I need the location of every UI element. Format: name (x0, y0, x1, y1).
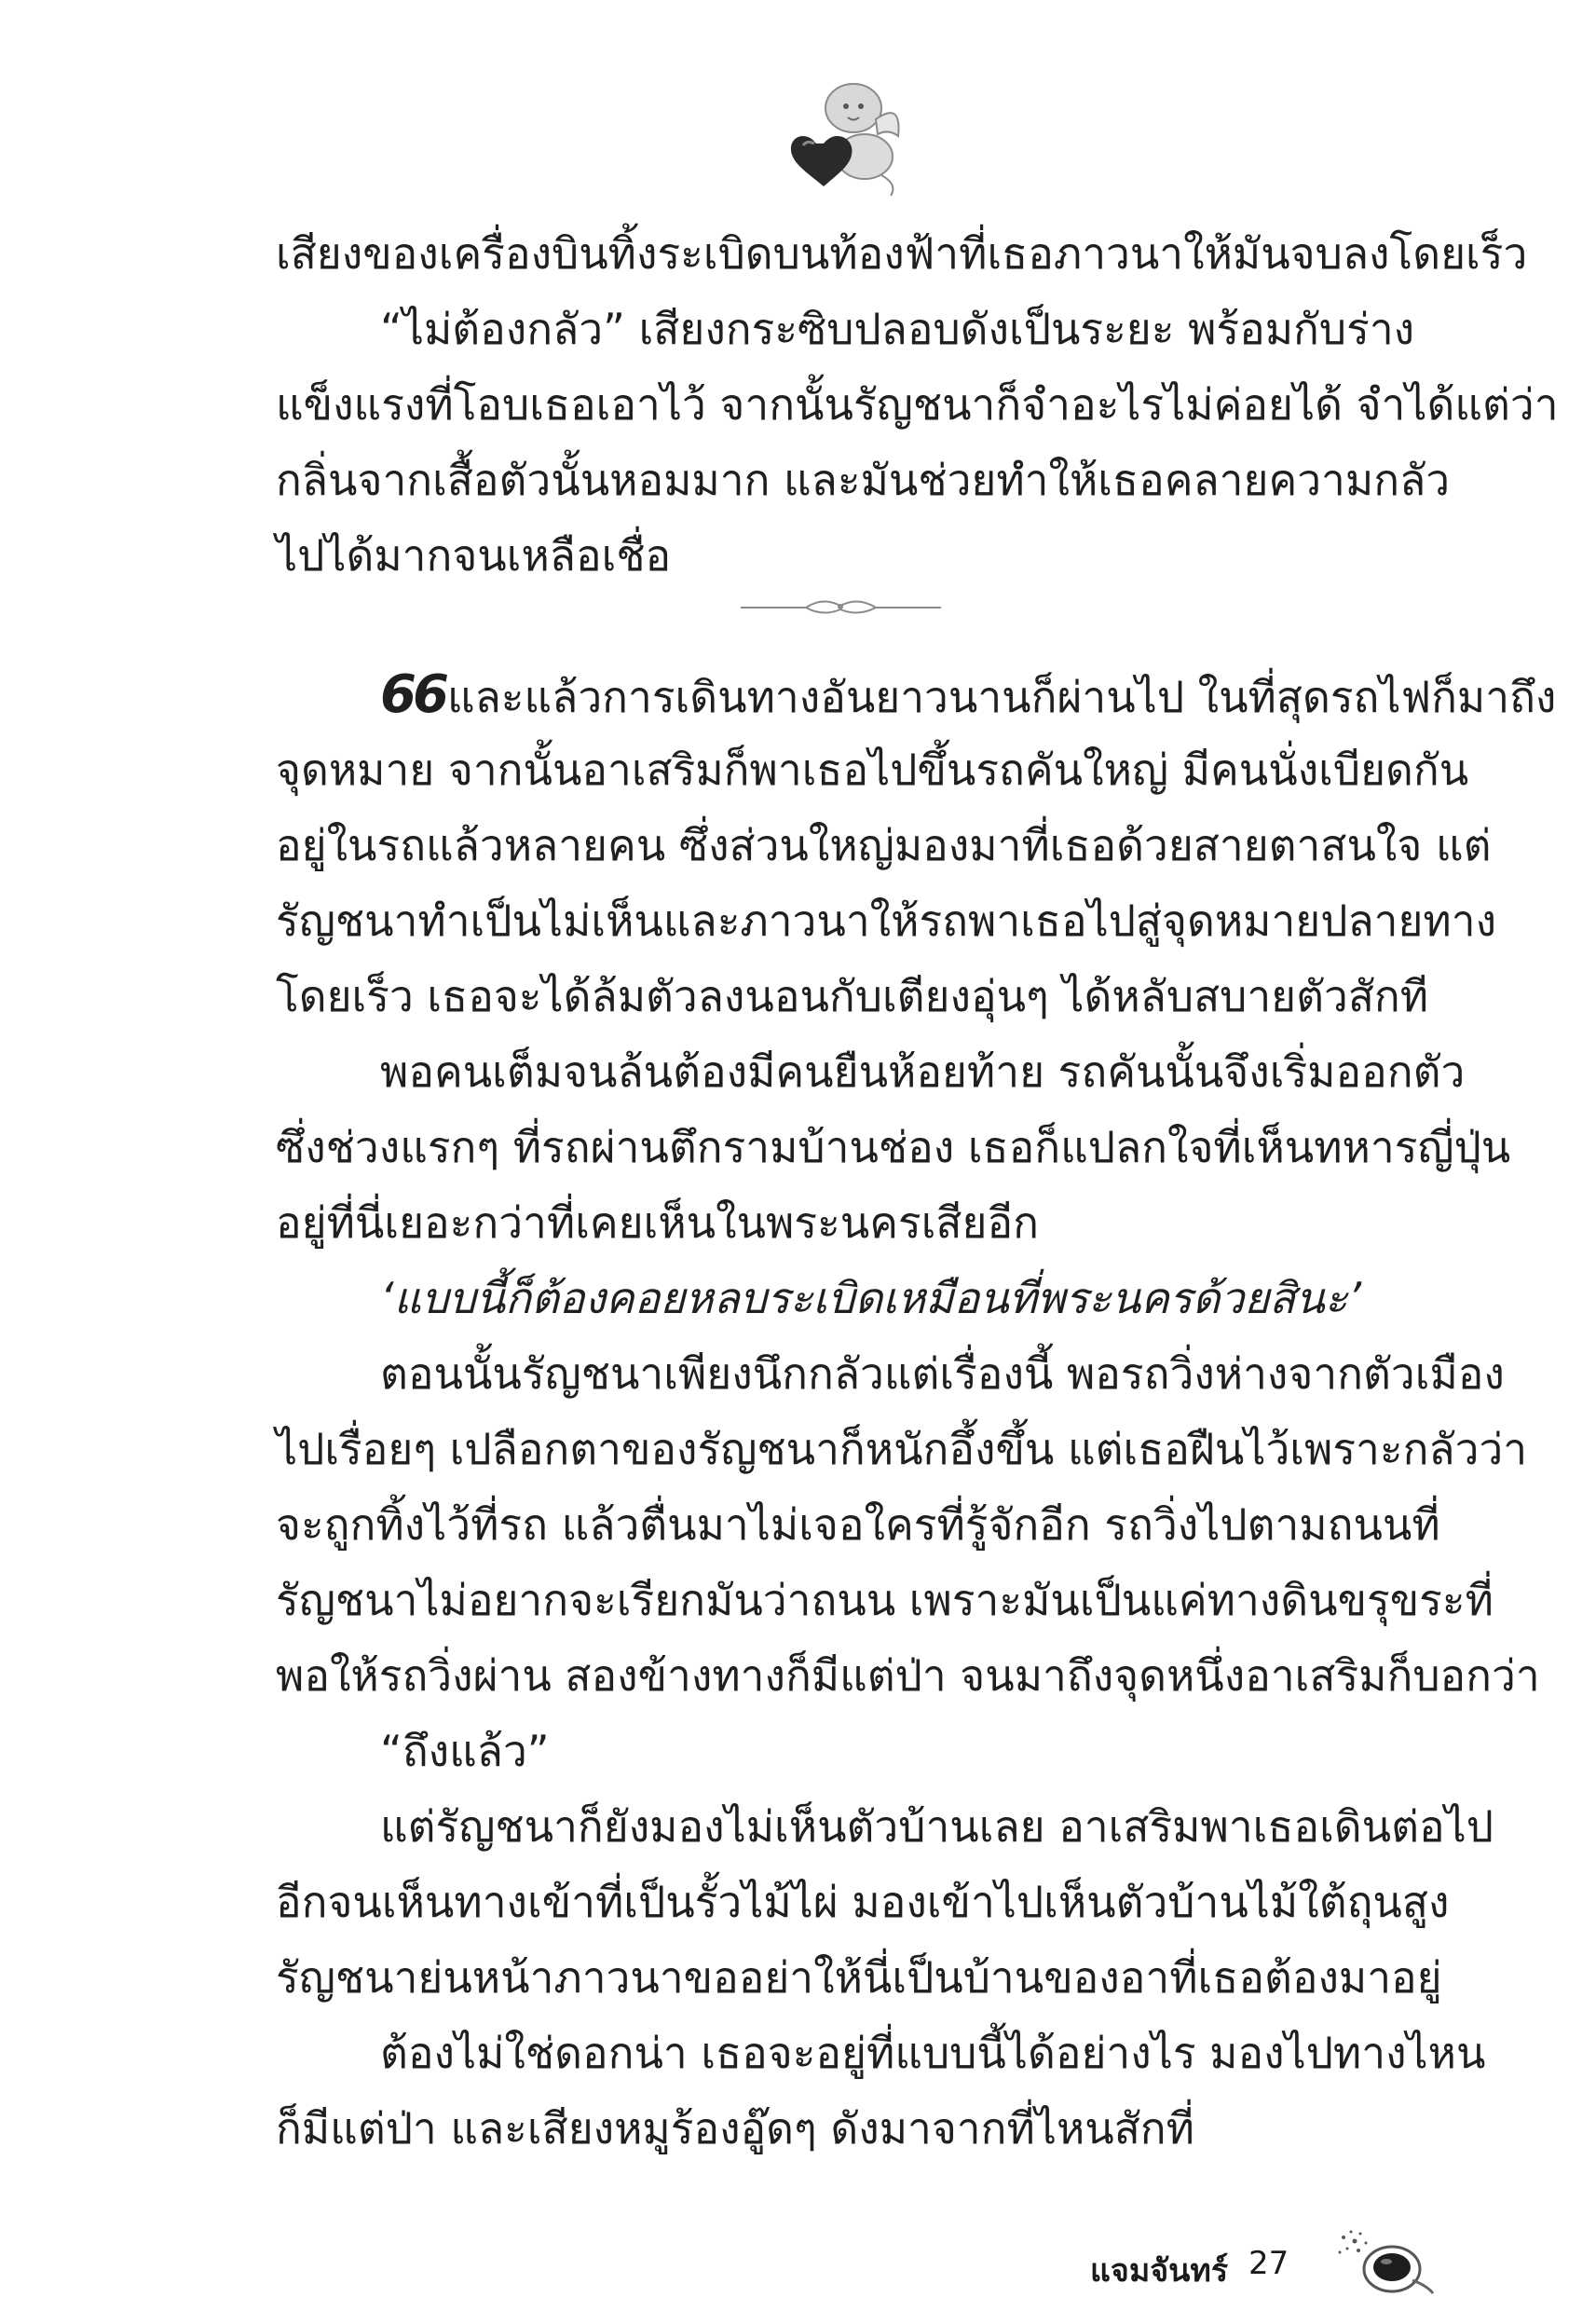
page-number: 27 (1248, 2245, 1289, 2282)
text-line: ตอนนั้นรัญชนาเพียงนึกกลัวแต่เรื่องนี้ พอรถวิ่งห่างจากตัวเมือง (380, 1348, 1505, 1399)
text-line: รัญชนาทำเป็นไม่เห็นและภาวนาให้รถพาเธอไปสู่จุดหมายปลายทาง (276, 896, 1497, 946)
text-line: พอคนเต็มจนล้นต้องมีคนยืนห้อยท้าย รถคันนั้นจึงเริ่มออกตัว (380, 1046, 1466, 1097)
text-line: ละแล้วการเดินทางอันยาวนานก็ผ่านไป ในที่สุดรถไฟก็มาถึง (474, 672, 1557, 722)
text-line-italic-thought: ‘แบบนี้ก็ต้องคอยหลบระเบิดเหมือนที่พระนครด้วยสินะ’ (380, 1273, 1362, 1323)
text-line: ไปได้มากจนเหลือเชื่อ (276, 530, 672, 581)
cherub-heart-icon (779, 63, 909, 203)
section-divider-ornament (741, 593, 941, 621)
text-line: โดยเร็ว เธอจะได้ล้มตัวลงนอนกับเตียงอุ่นๆ ได้หลับสบายตัวสักที (276, 971, 1429, 1021)
text-line: ก็มีแต่ป่า และเสียงหมูร้องอู๊ดๆ ดังมาจากที่ไหนสักที่ (276, 2103, 1194, 2154)
text-line: จุดหมาย จากนั้นอาเสริมก็พาเธอไปขึ้นรถคันใหญ่ มีคนนั่งเบียดกัน (276, 745, 1469, 795)
text-line: ไปเรื่อยๆ เปลือกตาของรัญชนาก็หนักอึ้งขึ้น แต่เธอฝืนไว้เพราะกลัวว่า (276, 1424, 1528, 1474)
text-line: เสียงของเครื่องบินทิ้งระเบิดบนท้องฟ้าที่เธอภาวนาให้มันจบลงโดยเร็ว (276, 228, 1528, 279)
text-line-with-dropcap (276, 657, 1557, 732)
text-line: ต้องไม่ใช่ดอกน่า เธอจะอยู่ที่แบบนี้ได้อย่างไร มองไปทางไหน (380, 2028, 1486, 2078)
text-line: พอให้รถวิ่งผ่าน สองข้างทางก็มีแต่ป่า จนมาถึงจุดหนึ่งอาเสริมก็บอกว่า (276, 1650, 1540, 1701)
text-line: แข็งแรงที่โอบเธอเอาไว้ จากนั้นรัญชนาก็จำอะไรไม่ค่อยได้ จำได้แต่ว่า (276, 379, 1559, 430)
text-line: รัญชนาไม่อยากจะเรียกมันว่าถนน เพราะมันเป็นแค่ทางดินขรุขระที่ (276, 1575, 1494, 1625)
coffee-cup-icon (1334, 2224, 1437, 2299)
text-line: กลิ่นจากเสื้อตัวนั้นหอมมาก และมันช่วยทำให้เธอคลายความกลัว (276, 455, 1451, 505)
dropcap-quote-mark: 66 (380, 664, 445, 725)
text-line: ซึ่งช่วงแรกๆ ที่รถผ่านตึกรามบ้านช่อง เธอก็แปลกใจที่เห็นทหารญี่ปุ่น (276, 1122, 1511, 1172)
text-line: แต่รัญชนาก็ยังมองไม่เห็นตัวบ้านเลย อาเสริมพาเธอเดินต่อไป (380, 1801, 1494, 1852)
text-line: จะถูกทิ้งไว้ที่รถ แล้วตื่นมาไม่เจอใครที่รู้จักอีก รถวิ่งไปตามถนนที่ (276, 1499, 1440, 1550)
text-line: อยู่ในรถแล้วหลายคน ซึ่งส่วนใหญ่มองมาที่เธอด้วยสายตาสนใจ แต่ (276, 820, 1492, 870)
dropcap-letter: แ (446, 672, 475, 722)
text-line: รัญชนาย่นหน้าภาวนาขออย่าให้นี่เป็นบ้านของอาที่เธอต้องมาอยู่ (276, 1952, 1442, 2003)
text-line: อีกจนเห็นทางเข้าที่เป็นรั้วไม้ไผ่ มองเข้าไปเห็นตัวบ้านไม้ใต้ถุนสูง (276, 1877, 1450, 1927)
book-title: แจมจันทร์ (1090, 2252, 1229, 2290)
text-line: “ไม่ต้องกลัว” เสียงกระซิบปลอบดังเป็นระยะ พร้อมกับร่าง (380, 304, 1415, 354)
text-line: อยู่ที่นี่เยอะกว่าที่เคยเห็นในพระนครเสียอีก (276, 1197, 1039, 1248)
paragraph-block-1 (276, 216, 1559, 594)
paragraph-block-2 (276, 657, 1557, 2167)
page-footer (1090, 2241, 1444, 2297)
text-line: “ถึงแล้ว” (380, 1726, 550, 1776)
